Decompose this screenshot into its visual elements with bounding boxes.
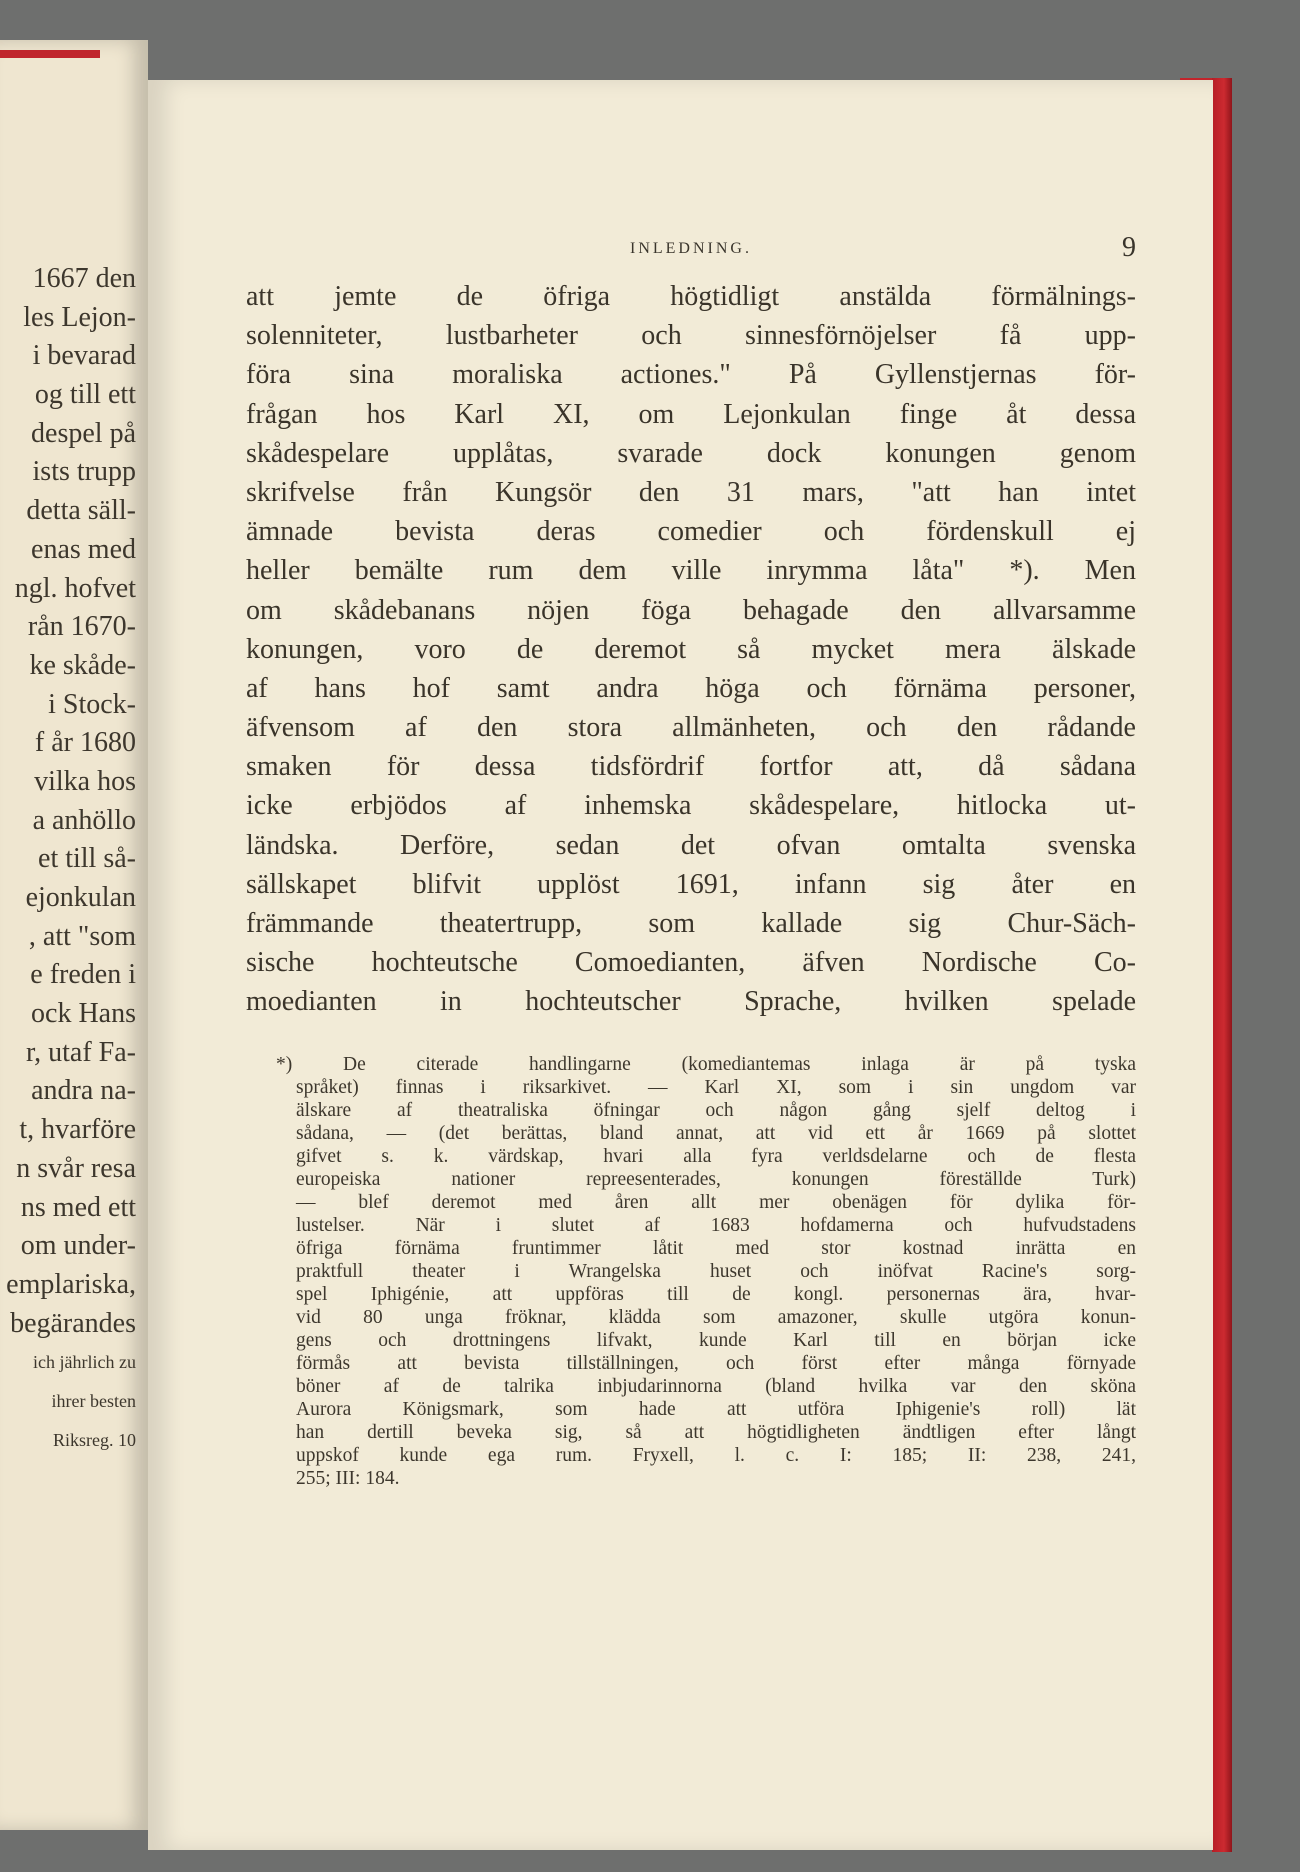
left-page-line: og till ett [34, 379, 136, 411]
text-line: ämnade bevista deras comedier och fördenskull ej [246, 516, 1136, 548]
text-line: heller bemälte rum dem ville inrymma låta" *). Men [246, 555, 1136, 587]
body-text [246, 277, 1136, 1022]
footnote-line: han dertill beveka sig, så att högtidligheten ändtligen efter långt [296, 1422, 1136, 1443]
footnote-line: gifvet s. k. värdskap, hvari alla fyra verldsdelarne och de flesta [296, 1146, 1136, 1167]
footnote-line: lustelser. När i slutet af 1683 hofdamerna och hufvudstadens [296, 1215, 1136, 1236]
left-page-line: Riksreg. 10 [53, 1429, 136, 1450]
text-line: skådespelare upplåtas, svarade dock konungen genom [246, 437, 1136, 469]
left-page-line: ngl. hofvet [14, 572, 136, 604]
text-line: smaken för dessa tidsfördrif fortfor att, då sådana [246, 751, 1136, 783]
footnote-block [246, 1053, 1136, 1490]
footnote-line: — blef deremot med åren allt mer obenägen för dylika för- [296, 1192, 1136, 1213]
text-line: ländska. Derföre, sedan det ofvan omtalta svenska [246, 829, 1136, 861]
left-page-line: rån 1670- [27, 611, 136, 643]
page-header [246, 232, 1136, 272]
text-line: föra sina moraliska actiones." På Gyllenstjernas för- [246, 359, 1136, 391]
left-page-line: emplariska, [6, 1268, 136, 1300]
left-page-line: , att "som [28, 920, 136, 952]
footnote-line: vid 80 unga fröknar, klädda som amazoner, skulle utgöra konun- [296, 1307, 1136, 1328]
left-page-line: andra na- [31, 1075, 136, 1107]
left-page-line: r, utaf Fa- [25, 1036, 136, 1068]
left-page-line: ich jährlich zu [33, 1352, 136, 1373]
text-line: moedianten in hochteutscher Sprache, hvilken spelade [246, 986, 1136, 1018]
footnote-line: uppskof kunde ega rum. Fryxell, l. c. I: 185; II: 238, 241, [296, 1445, 1136, 1466]
left-page-red-mark [0, 50, 100, 58]
text-line: skrifvelse från Kungsör den 31 mars, "att han intet [246, 476, 1136, 508]
footnote-line: europeiska nationer repreesenterades, konungen föreställde Turk) [296, 1169, 1136, 1190]
left-page-line: e freden i [30, 959, 136, 991]
left-page-line: t, hvarföre [19, 1114, 136, 1146]
book-cover-edge [1212, 78, 1232, 1852]
footnote-line: 255; III: 184. [296, 1468, 400, 1489]
page-number: 9 [1122, 232, 1136, 263]
left-page-line: vilka hos [34, 765, 136, 797]
footnote-line: älskare af theatraliska öfningar och någon gång sjelf deltog i [296, 1100, 1136, 1121]
left-page-line: ists trupp [32, 456, 136, 488]
left-page-line: i bevarad [32, 340, 136, 372]
left-page-line: begärandes [10, 1307, 136, 1339]
running-head: INLEDNING. [630, 240, 752, 257]
left-page-line: om under- [20, 1230, 136, 1262]
left-facing-page [0, 40, 148, 1830]
text-line: sällskapet blifvit upplöst 1691, infann sig åter en [246, 868, 1136, 900]
book-page [148, 80, 1213, 1850]
text-line: om skådebanans nöjen föga behagade den allvarsamme [246, 594, 1136, 626]
footnote-line: sådana, — (det berättas, bland annat, att vid ett år 1669 på slottet [296, 1123, 1136, 1144]
text-line: solenniteter, lustbarheter och sinnesförnöjelser få upp- [246, 320, 1136, 352]
footnote-line: *) De citerade handlingarne (komediantemas inlaga är på tyska [276, 1054, 1136, 1075]
footnote-line: språket) finnas i riksarkivet. — Karl XI, som i sin ungdom var [296, 1077, 1136, 1098]
left-page-line: f år 1680 [34, 727, 136, 759]
left-page-line: i Stock- [48, 688, 136, 720]
left-page-line: ihrer besten [51, 1390, 136, 1411]
footnote-line: förmås att bevista tillställningen, och först efter många förnyade [296, 1353, 1136, 1374]
left-page-line: enas med [31, 533, 136, 565]
text-line: icke erbjödos af inhemska skådespelare, hitlocka ut- [246, 790, 1136, 822]
text-line: frågan hos Karl XI, om Lejonkulan finge åt dessa [246, 398, 1136, 430]
left-page-line: les Lejon- [23, 301, 136, 333]
text-line: konungen, voro de deremot så mycket mera älskade [246, 633, 1136, 665]
footnote-line: öfriga förnäma fruntimmer låtit med stor kostnad inrätta en [296, 1238, 1136, 1259]
left-page-text [6, 260, 136, 1459]
text-line: att jemte de öfriga högtidligt anstälda förmälnings- [246, 281, 1136, 312]
left-page-line: n svår resa [16, 1152, 136, 1184]
footnote-line: praktfull theater i Wrangelska huset och inöfvat Racine's sorg- [296, 1261, 1136, 1282]
text-line: af hans hof samt andra höga och förnäma personer, [246, 672, 1136, 704]
left-page-line: et till så- [38, 843, 136, 875]
footnote-line: Aurora Königsmark, som hade att utföra Iphigenie's roll) lät [296, 1399, 1136, 1420]
left-page-line: detta säll- [26, 495, 136, 527]
text-line: sische hochteutsche Comoedianten, äfven Nordische Co- [246, 947, 1136, 979]
footnote-line: spel Iphigénie, att uppföras till de kongl. personernas ära, hvar- [296, 1284, 1136, 1305]
left-page-line: ock Hans [31, 998, 136, 1030]
left-page-line: ejonkulan [25, 882, 136, 913]
left-page-line: a anhöllo [32, 804, 136, 836]
text-line: äfvensom af den stora allmänheten, och den rådande [246, 712, 1136, 744]
left-page-line: ke skåde- [29, 649, 136, 681]
left-page-line: ns med ett [20, 1191, 136, 1223]
text-line: främmande theatertrupp, som kallade sig Chur-Säch- [246, 908, 1136, 939]
left-page-line: 1667 den [32, 263, 136, 294]
left-page-line: despel på [31, 417, 136, 449]
footnote-line: böner af de talrika inbjudarinnorna (bland hvilka var den sköna [296, 1376, 1136, 1397]
footnote-line: gens och drottningens lifvakt, kunde Karl till en början icke [296, 1330, 1136, 1351]
